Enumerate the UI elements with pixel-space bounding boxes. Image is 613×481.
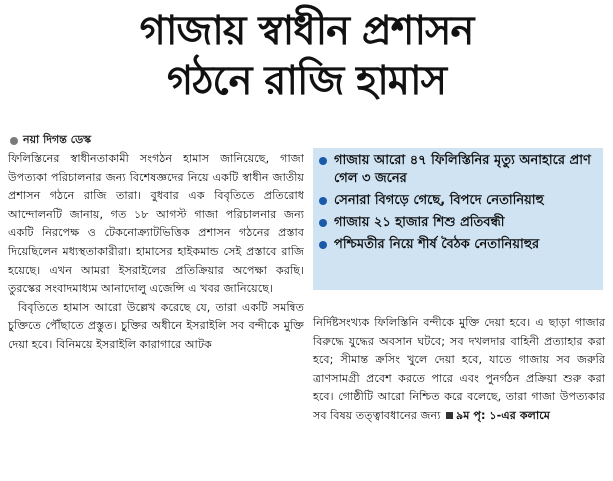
- article-right-column: [313, 314, 605, 426]
- byline-dot-icon: [10, 137, 18, 145]
- continuation-text: ৯ম পৃ: ১-এর কলামে: [456, 408, 550, 422]
- bullet-icon: [319, 197, 327, 205]
- bullet-icon: [319, 219, 327, 227]
- byline: [10, 131, 91, 150]
- headline-line-1: গাজায় স্বাধীন প্রশাসন: [139, 8, 474, 54]
- related-headline-text: গাজায় আরো ৪৭ ফিলিস্তিনির মৃত্যু অনাহারে প্রাণ গেল ৩ জনের: [334, 153, 591, 186]
- related-headlines-box: [313, 148, 603, 290]
- related-headline-2[interactable]: [319, 192, 597, 210]
- left-paragraph-1: ফিলিস্তিনের স্বাধীনতাকামী সংগঠন হামাস জানিয়েছে, গাজা উপত্যকা পরিচালনার জন্য বিশেষজ্ঞদের নিয়ে একটি স্বাধীন জাতীয় প্রশাসন গঠনে রাজি তারা। বুধবার এক বিবৃতিতে প্রতিরোধ আন্দোলনটি জানায়, গত ১৮ আগস্ট গাজা পরিচালনার জন্য একটি নিরপেক্ষ ও টেকনোক্র্যাটভিত্তিক প্রশাসন গঠনের প্রস্তাব দিয়েছিলেন মধ্যস্থতাকারীরা। হামাসের হাইকমান্ড সেই প্রস্তাবে রাজি হয়েছে। এখন আমরা ইসরাইলের প্রতিক্রিয়ার অপেক্ষা করছি। তুরস্কের সংবাদমাধ্যম আনাদোলু এজেন্সি এ খবর জানিয়েছে।: [8, 152, 304, 296]
- article-left-column: [8, 150, 304, 355]
- bullet-icon: [319, 241, 327, 249]
- related-headline-text: সেনারা বিগড়ে গেছে, বিপদে নেতানিয়াহু: [334, 193, 544, 208]
- related-headline-4[interactable]: [319, 236, 597, 254]
- continuation-note[interactable]: [444, 409, 550, 422]
- right-paragraph-text: নির্দিষ্টসংখ্যক ফিলিস্তিনি বন্দীকে মুক্তি দেয়া হবে। এ ছাড়া গাজার বিরুদ্ধে যুদ্ধের অবসান ঘটবে; সব দখলদার বাহিনী প্রত্যাহার করা হবে; সীমান্ত ক্রসিং খুলে দেয়া হবে, যাতে গাজায় সব জরুরি ত্রাণসামগ্রী প্রবেশ করতে পারে এবং পুনর্গঠন প্রক্রিয়া শুরু করা হবে। গোষ্ঠীটি আরো নিশ্চিত করে বলেছে, তারা গাজা উপত্যকার সব বিষয় তত্ত্বাবধানের জন্য: [313, 316, 605, 422]
- related-headline-1[interactable]: [319, 152, 597, 188]
- related-headline-text: গাজায় ২১ হাজার শিশু প্রতিবন্ধী: [334, 215, 505, 230]
- left-paragraph-2: বিবৃতিতে হামাস আরো উল্লেখ করেছে যে, তারা একটি সমন্বিত চুক্তিতে পৌঁছাতে প্রস্তুত। চুক্তির অধীনে ইসরাইলি সব বন্দীকে মুক্তি দেয়া হবে। বিনিময়ে ইসরাইলি কারাগারে আটক: [8, 300, 304, 351]
- related-headline-3[interactable]: [319, 214, 597, 232]
- related-headline-text: পশ্চিমতীর নিয়ে শীর্ষ বৈঠক নেতানিয়াহুর: [334, 237, 540, 252]
- right-paragraph: [313, 314, 605, 426]
- bullet-icon: [319, 157, 327, 165]
- square-bullet-icon: [446, 412, 453, 419]
- byline-text: নয়া দিগন্ত ডেস্ক: [23, 133, 92, 146]
- headline-line-2: গঠনে রাজি হামাস: [166, 58, 447, 104]
- headline: [0, 6, 613, 106]
